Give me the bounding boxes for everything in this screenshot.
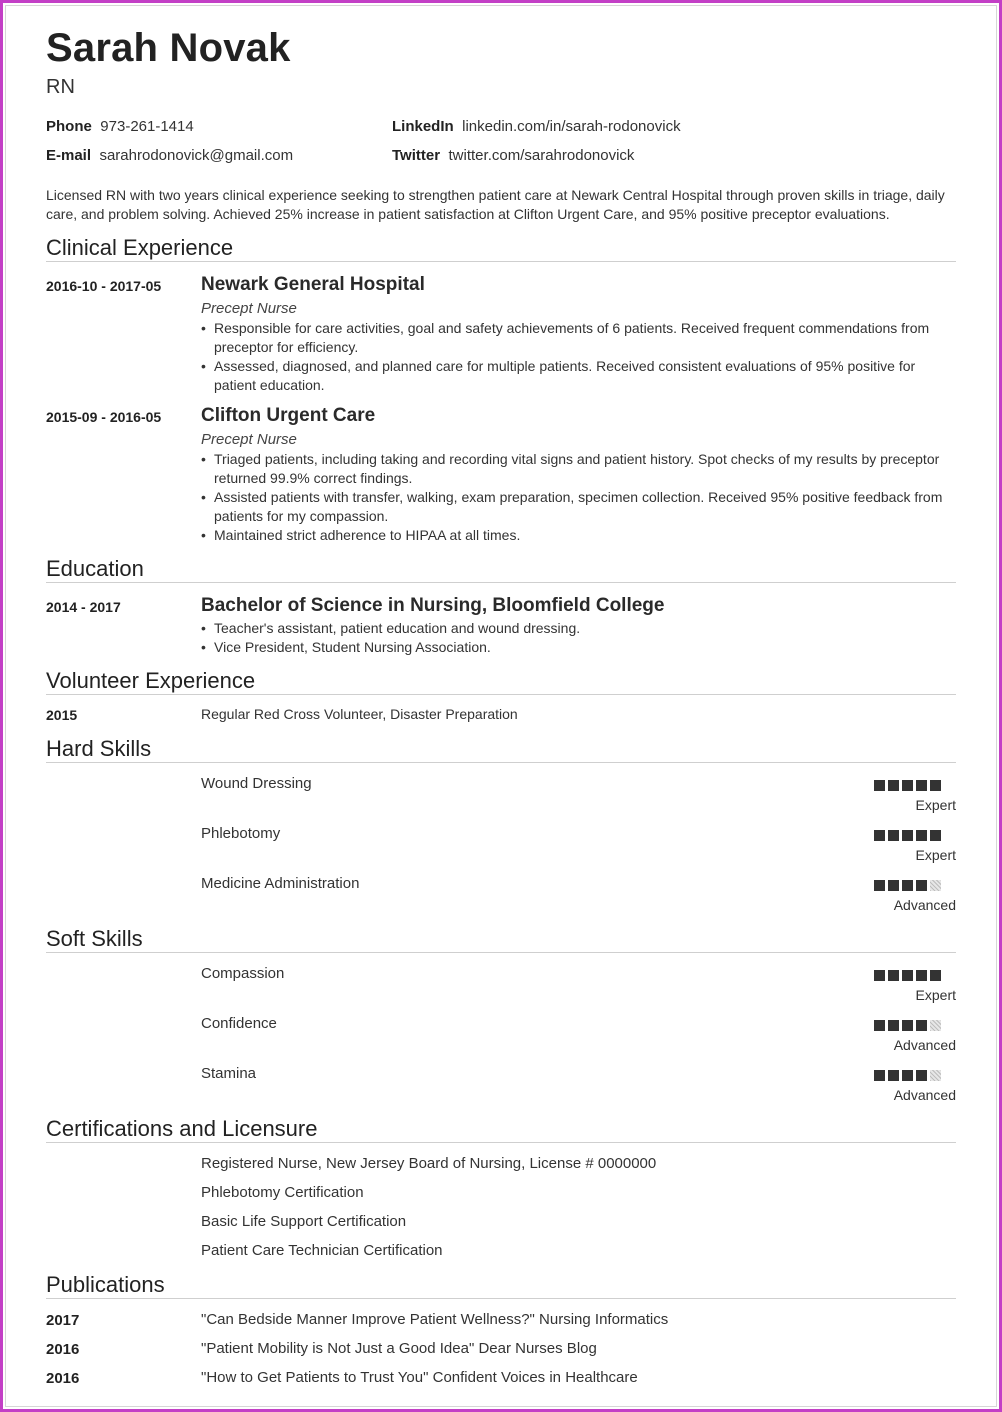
phone-value: 973-261-1414 (100, 118, 194, 135)
bullet-item: • Assessed, diagnosed, and planned care for multiple patients. Received consistent evaluations of 95% positive for patient education. (201, 357, 956, 395)
section-title-education: Education (46, 556, 144, 581)
linkedin-value[interactable]: linkedin.com/in/sarah-rodonovick (462, 118, 681, 135)
skill-name: Wound Dressing (201, 775, 312, 792)
section-divider (46, 582, 956, 583)
experience-role: Precept Nurse (201, 431, 297, 448)
skill-level: Expert (915, 847, 956, 863)
bullet-item: • Vice President, Student Nursing Association. (201, 638, 956, 657)
education-dates: 2014 - 2017 (46, 599, 121, 615)
rating-square-filled (930, 830, 941, 841)
education-degree: Bachelor of Science in Nursing, Bloomfield College (201, 595, 665, 616)
skill-rating (874, 780, 941, 791)
rating-square-filled (902, 970, 913, 981)
bullet-item: • Assisted patients with transfer, walking, exam preparation, specimen collection. Received 95% positive feedback from patients for my compassion. (201, 488, 956, 526)
experience-bullets (201, 450, 956, 545)
rating-square-filled (902, 880, 913, 891)
rating-square-filled (916, 970, 927, 981)
rating-square-filled (930, 970, 941, 981)
publication-title: "Can Bedside Manner Improve Patient Wellness?" Nursing Informatics (201, 1311, 669, 1328)
rating-square-filled (888, 1070, 899, 1081)
skill-level: Advanced (893, 1037, 956, 1053)
rating-square-filled (916, 780, 927, 791)
skill-name: Stamina (201, 1065, 257, 1082)
section-divider (46, 261, 956, 262)
experience-dates: 2016-10 - 2017-05 (46, 278, 162, 294)
candidate-title: RN (46, 76, 75, 98)
skill-name: Medicine Administration (201, 875, 360, 892)
email-label: E-mail (46, 147, 92, 164)
rating-square-filled (916, 830, 927, 841)
publication-title: "Patient Mobility is Not Just a Good Idea" Dear Nurses Blog (201, 1340, 597, 1357)
rating-square-filled (888, 1020, 899, 1031)
section-divider (46, 952, 956, 953)
section-divider (46, 762, 956, 763)
contact-twitter (392, 147, 634, 165)
publication-year: 2017 (46, 1312, 80, 1329)
rating-square-empty (930, 880, 941, 891)
rating-square-filled (930, 780, 941, 791)
rating-square-filled (874, 970, 885, 981)
rating-square-filled (916, 1070, 927, 1081)
skill-level: Advanced (893, 897, 956, 913)
rating-square-filled (902, 780, 913, 791)
certification-item: Registered Nurse, New Jersey Board of Nursing, License # 0000000 (201, 1155, 657, 1172)
rating-square-filled (874, 1020, 885, 1031)
volunteer-description: Regular Red Cross Volunteer, Disaster Preparation (201, 706, 518, 722)
publication-title: "How to Get Patients to Trust You" Confident Voices in Healthcare (201, 1369, 638, 1386)
skill-name: Confidence (201, 1015, 277, 1032)
rating-square-filled (888, 830, 899, 841)
experience-role: Precept Nurse (201, 300, 297, 317)
section-title-clinical: Clinical Experience (46, 235, 234, 260)
section-title-publications: Publications (46, 1272, 165, 1297)
section-divider (46, 1142, 956, 1143)
skill-name: Phlebotomy (201, 825, 281, 842)
education-bullets (201, 619, 956, 657)
experience-dates: 2015-09 - 2016-05 (46, 409, 162, 425)
rating-square-filled (916, 1020, 927, 1031)
certification-item: Phlebotomy Certification (201, 1184, 364, 1201)
twitter-label: Twitter (392, 147, 441, 164)
rating-square-empty (930, 1070, 941, 1081)
contact-linkedin (392, 118, 681, 136)
certification-item: Patient Care Technician Certification (201, 1242, 443, 1259)
section-title-soft-skills: Soft Skills (46, 926, 143, 951)
rating-square-filled (902, 830, 913, 841)
rating-square-filled (874, 780, 885, 791)
rating-square-filled (916, 880, 927, 891)
bullet-item: • Maintained strict adherence to HIPAA at all times. (201, 526, 956, 545)
section-divider (46, 694, 956, 695)
summary: Licensed RN with two years clinical experience seeking to strengthen patient care at Newark Central Hospital through proven skills in triage, daily care, and problem solving. Achieved 25% increase in patient satisfaction at Clifton Urgent Care, and 95% positive preceptor evaluations. (46, 187, 945, 222)
rating-square-filled (874, 830, 885, 841)
experience-bullets (201, 319, 956, 395)
experience-organization: Clifton Urgent Care (201, 405, 376, 426)
bullet-item: • Teacher's assistant, patient education and wound dressing. (201, 619, 956, 638)
skill-level: Expert (915, 797, 956, 813)
volunteer-year: 2015 (46, 707, 78, 723)
section-title-hard-skills: Hard Skills (46, 736, 152, 761)
section-title-certifications: Certifications and Licensure (46, 1116, 318, 1141)
rating-square-filled (888, 880, 899, 891)
phone-label: Phone (46, 118, 92, 135)
rating-square-filled (874, 880, 885, 891)
rating-square-filled (902, 1020, 913, 1031)
contact-email (46, 147, 293, 165)
bullet-item: • Triaged patients, including taking and recording vital signs and patient history. Spot checks of my results by preceptor returned 99.9% correct findings. (201, 450, 956, 488)
skill-name: Compassion (201, 965, 285, 982)
candidate-name: Sarah Novak (46, 26, 291, 70)
skill-rating (874, 1020, 941, 1031)
email-value[interactable]: sarahrodonovick@gmail.com (99, 147, 294, 164)
publication-year: 2016 (46, 1341, 80, 1358)
skill-rating (874, 1070, 941, 1081)
twitter-value[interactable]: twitter.com/sarahrodonovick (448, 147, 635, 164)
skill-rating (874, 830, 941, 841)
publication-year: 2016 (46, 1370, 80, 1387)
linkedin-label: LinkedIn (392, 118, 454, 135)
skill-rating (874, 880, 941, 891)
rating-square-filled (874, 1070, 885, 1081)
experience-organization: Newark General Hospital (201, 274, 425, 295)
rating-square-filled (888, 780, 899, 791)
rating-square-filled (902, 1070, 913, 1081)
bullet-item: • Responsible for care activities, goal and safety achievements of 6 patients. Received frequent commendations from preceptor for efficiency. (201, 319, 956, 357)
skill-rating (874, 970, 941, 981)
rating-square-empty (930, 1020, 941, 1031)
section-title-volunteer: Volunteer Experience (46, 668, 256, 693)
certification-item: Basic Life Support Certification (201, 1213, 407, 1230)
section-divider (46, 1298, 956, 1299)
skill-level: Expert (915, 987, 956, 1003)
rating-square-filled (888, 970, 899, 981)
skill-level: Advanced (893, 1087, 956, 1103)
contact-phone (46, 118, 194, 136)
